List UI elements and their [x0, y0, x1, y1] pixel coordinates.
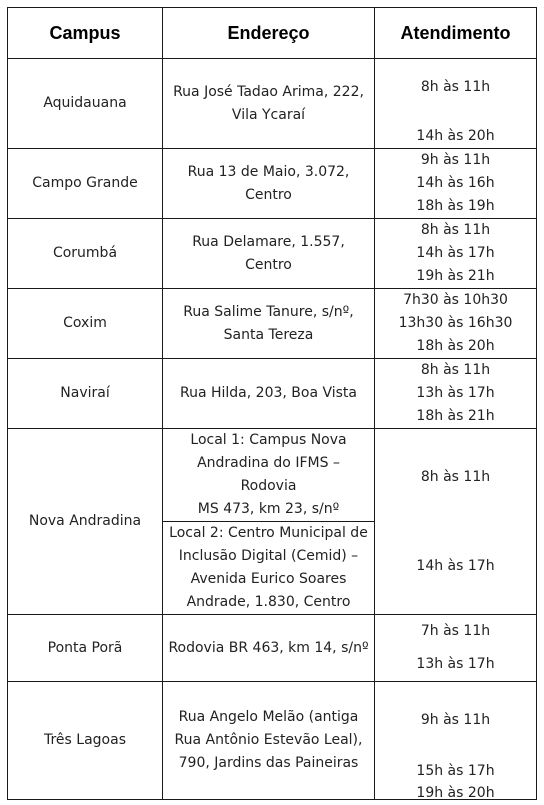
address-line: 790, Jardins das Paineiras [178, 755, 359, 771]
address-line: Rua Delamare, 1.557, Centro [192, 233, 345, 273]
table-row [8, 615, 537, 682]
table-row [8, 682, 537, 800]
campus-cell: Ponta Porã [8, 615, 163, 682]
hours-line: 9h às 11h [420, 711, 491, 728]
address-line: Centro [245, 186, 292, 203]
address-line: Rodovia BR 463, km 14, s/nº [168, 639, 369, 656]
hours-line: 8h às 11h [420, 78, 491, 95]
hours-line: 19h às 21h [416, 268, 495, 284]
table-row [8, 429, 537, 522]
campus-cell: Campo Grande [8, 149, 163, 219]
address-line: Rua Salime Tanure, s/nº, [183, 303, 354, 320]
hours-cell [375, 289, 537, 359]
hours-line: 7h30 às 10h30 [403, 292, 508, 308]
address-line: Santa Tereza [223, 326, 314, 343]
campus-cell: Nova Andradina [8, 429, 163, 615]
address-line: Rua Hilda, 203, Boa Vista [179, 385, 358, 401]
address-cell [163, 615, 375, 682]
hours-cell [375, 219, 537, 289]
address-line: Andradina do IFMS – Rodovia [197, 455, 340, 494]
address-line: MS 473, km 23, s/nº [197, 501, 340, 517]
hours-cell [375, 149, 537, 219]
header-hours: Atendimento [375, 8, 537, 59]
hours-line: 14h às 20h [416, 127, 495, 144]
address-line: Rua Angelo Melão (antiga [178, 709, 359, 725]
hours-line: 13h às 17h [416, 656, 495, 672]
campus-cell: Três Lagoas [8, 682, 163, 800]
hours-line: 8h às 11h [420, 222, 491, 238]
address-line: Inclusão Digital (Cemid) – [178, 548, 359, 564]
header-address: Endereço [163, 8, 375, 59]
address-cell-local2 [163, 522, 375, 615]
hours-line: 14h às 16h [416, 175, 495, 191]
hours-line: 14h às 17h [416, 557, 495, 574]
hours-cell [375, 615, 537, 682]
address-cell [163, 59, 375, 149]
table-row [8, 149, 537, 219]
campus-cell: Coxim [8, 289, 163, 359]
hours-line: 9h às 11h [420, 152, 491, 168]
address-cell [163, 219, 375, 289]
header-campus: Campus [8, 8, 163, 59]
address-line: Local 1: Campus Nova [190, 432, 347, 448]
address-line: Rua Antônio Estevão Leal), [174, 732, 363, 748]
address-cell [163, 359, 375, 429]
address-line: Andrade, 1.830, Centro [186, 594, 351, 610]
hours-line: 13h às 17h [416, 385, 495, 401]
address-line: Avenida Eurico Soares [190, 571, 347, 587]
hours-cell [375, 59, 537, 149]
hours-line: 18h às 20h [416, 338, 495, 354]
campus-schedule-table [7, 7, 537, 800]
address-cell [163, 149, 375, 219]
table-row [8, 59, 537, 149]
campus-cell: Corumbá [8, 219, 163, 289]
hours-line: 8h às 11h [420, 468, 491, 485]
hours-cell [375, 429, 537, 615]
table-row [8, 289, 537, 359]
table-row [8, 359, 537, 429]
hours-line: 18h às 21h [416, 408, 495, 424]
campus-cell: Naviraí [8, 359, 163, 429]
address-line: Vila Ycaraí [231, 106, 306, 123]
hours-line: 13h30 às 16h30 [398, 315, 513, 331]
address-line: Local 2: Centro Municipal de [169, 525, 368, 541]
hours-line: 15h às 17h [416, 762, 495, 779]
address-cell [163, 289, 375, 359]
hours-line: 19h às 20h [416, 784, 495, 801]
hours-cell [375, 682, 537, 800]
hours-cell [375, 359, 537, 429]
address-line: Rua 13 de Maio, 3.072, [187, 163, 350, 180]
address-cell [163, 682, 375, 800]
header-row [8, 8, 537, 59]
hours-line: 18h às 19h [416, 198, 495, 214]
hours-line: 7h às 11h [420, 623, 491, 639]
hours-line: 14h às 17h [416, 245, 495, 261]
hours-line: 8h às 11h [420, 362, 491, 378]
address-cell-local1 [163, 429, 375, 522]
campus-cell: Aquidauana [8, 59, 163, 149]
table-row [8, 219, 537, 289]
address-line: Rua José Tadao Arima, 222, [173, 83, 364, 100]
